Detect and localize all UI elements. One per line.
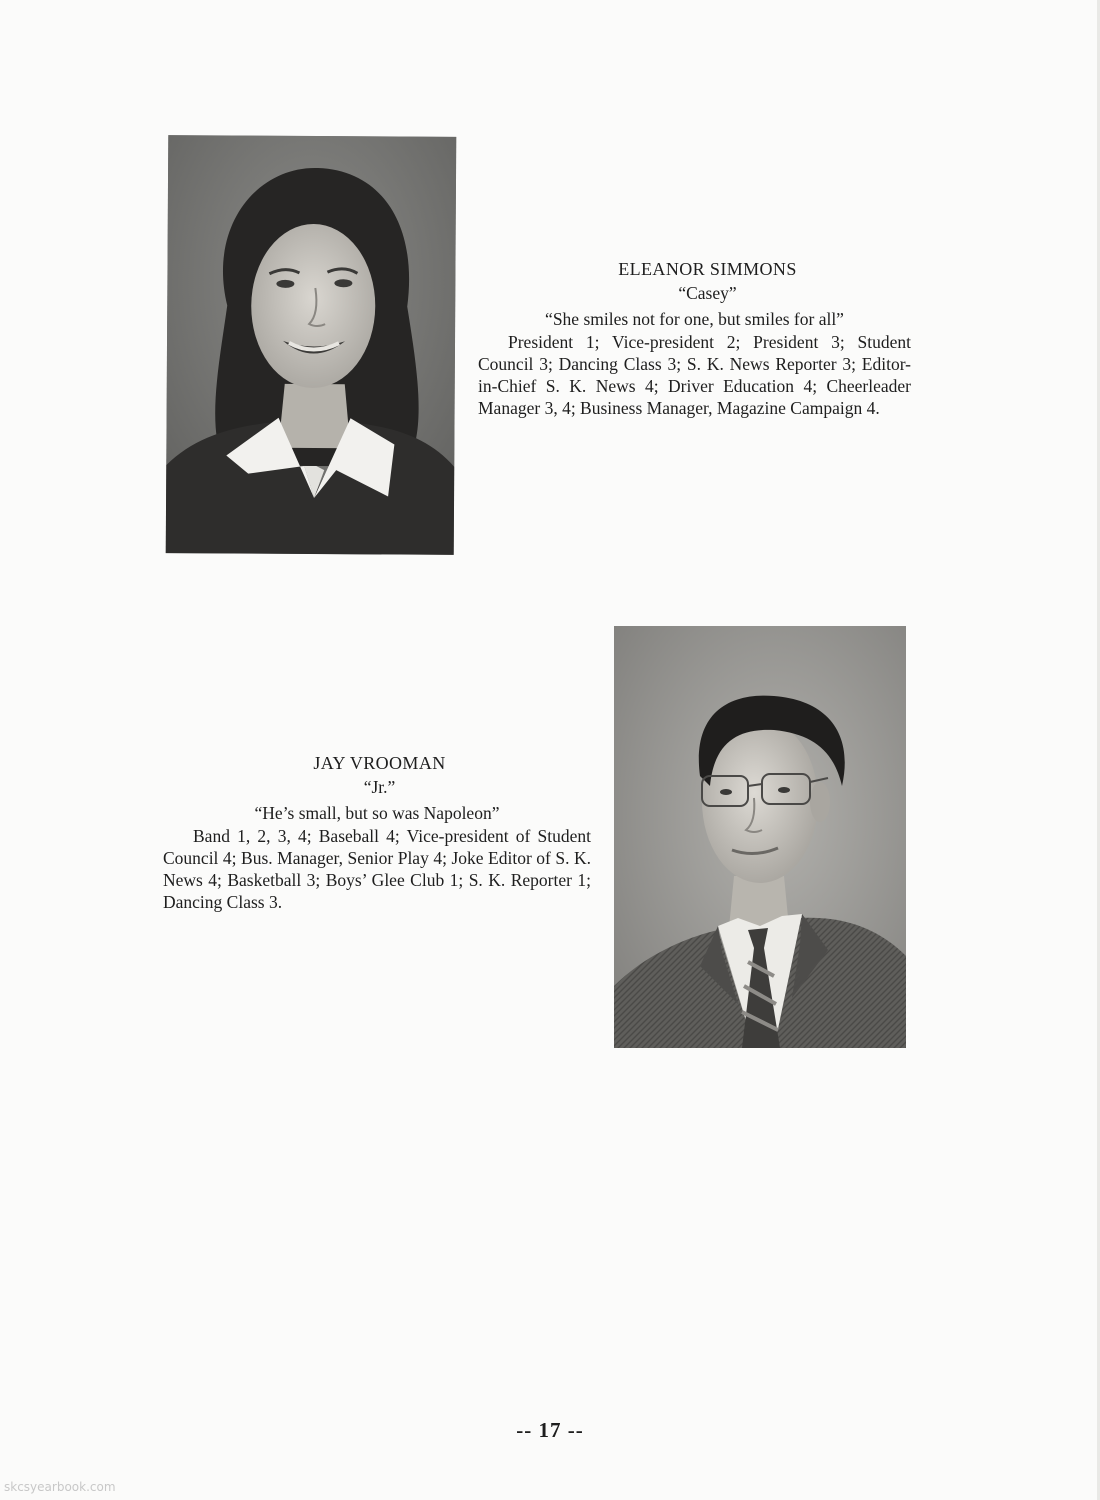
page-number: -- 17 -- [516,1418,584,1442]
senior-activities: Band 1, 2, 3, 4; Baseball 4; Vice-president of Student Council 4; Bus. Manager, Senior Play 4; Joke Editor of S. K. News 4; Basketball 3; Boys’ Glee Club 1; S. K. Reporter 1; Dancing Class 3. [163,826,591,912]
senior-motto: “He’s small, but so was Napoleon” [254,803,500,823]
senior-name: JAY VROOMAN [313,753,446,773]
senior-entry-jay-vrooman [163,752,591,913]
senior-photo-jay-vrooman [614,626,906,1048]
senior-activities: President 1; Vice-president 2; President 3; Student Council 3; Dancing Class 3; S. K. News Reporter 3; Editor-in-Chief S. K. News 4; Driver Education 4; Cheerleader Manager 3, 4; Business Manager, Magazine Campaign 4. [478,332,911,418]
watermark: skcsyearbook.com [4,1480,116,1494]
senior-photo-eleanor-simmons [166,135,457,555]
senior-entry-eleanor-simmons [478,258,911,419]
senior-nickname: “Casey” [678,283,737,303]
senior-nickname: “Jr.” [363,777,396,797]
senior-name: ELEANOR SIMMONS [618,259,797,279]
senior-motto: “She smiles not for one, but smiles for all” [545,309,844,329]
